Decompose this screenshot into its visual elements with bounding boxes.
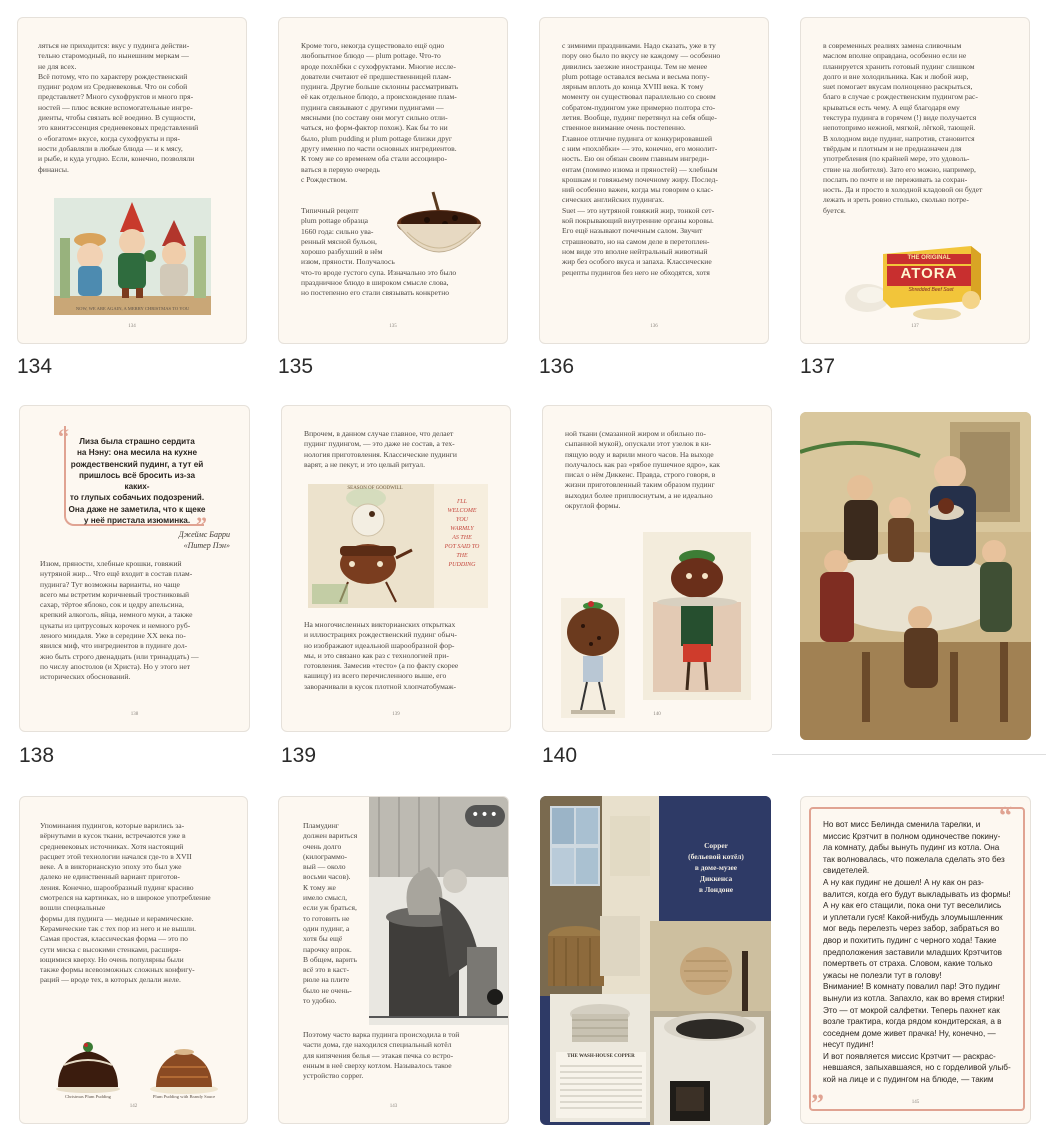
- page-thumbnail-138[interactable]: [19, 405, 250, 732]
- folio: 143: [389, 1104, 398, 1109]
- folio: 145: [911, 1100, 920, 1105]
- page-thumbnail-142[interactable]: [19, 796, 248, 1124]
- box-brand-top: THE ORIGINAL: [907, 255, 951, 261]
- page-text: ляться не приходится: вкус у пудинга действи- тельно старомодный, по нынешним меркам — не для всех. Всё потому, что по характеру рождественский пудинг родом из Средневековья. Что он собой представляет? Много сухофруктов и много пря- ностей — плюс всякие вспомогательные ингре- диенты, чтобы связать всё воедино. В сущности, это квинтэссенция средневековых представлений о «богатом» вкусе, когда сухофрукты и пря- ности добавляли в любые блюда — и к мясу, и рыбе, и куда угодно. Если, конечно, позволяли финансы.: [38, 41, 199, 174]
- mould-label-left: Christmas Plum Pudding: [65, 1094, 111, 1099]
- page-text-continued: Типичный рецепт plum pottage образца 1660 года: сильно ува- ренный мясной бульон, хорошо разбухший в нём изюм, пряности. Получалось что-то вроде густого супа. Изначально это было праздничное блюдо в широком смысле слова, но постепенно его стали связывать конкретно: [301, 206, 457, 298]
- page-number-label: 135: [278, 355, 314, 378]
- mould-label-right: Plum Pudding with Brandy Sauce: [152, 1094, 216, 1099]
- box-sub: Shredded Beef Suet: [908, 287, 954, 293]
- page-text: с зимними праздниками. Надо сказать, уже в ту пору оно было по вкусу не каждому — особенно дивились заезжие иностранцы. Тем не менее plum pottage оставался весьма и весьма попу- лярным вплоть до конца XVIII века. К тому моменту он существовал параллельно со своим собратом-пудингом уже примерно полтора сто- летия. Вообще, пудинг перетянул на себя обще- ственное внимание очень постепенно. Главное отличие пудинга от конкурировавшей с ним «похлёбки» — это, конечно, его монолит- ность. Ею он обязан своим главным ингреди- ентам (помимо изюма и пряностей) — хлебным крошкам и говяжьему почечному жиру. Послед- ний особенно важен, когда мы говорим о клас- сических английских пудингах. Suet — это нутряной говяжий жир, тонкой сет- кой покрывающий внутренние органы коровы. Его ещё называют почечным салом. Звучит страшновато, но на самом деле в перетоплен- ном виде это вполне нейтральный животный жир без особого вкуса и запаха. Классические рецепты пудингов без него не обходятся, хотя: [562, 41, 721, 277]
- page-text: Пламудинг должен вариться очень долго (килограммо- вый — около восьми часов). К тому же имело смысл, если уж браться, то готовить не один пудинг, а хотя бы ещё парочку впрок. В общем, варить всё это в каст- рюле на плите было не очень- то удобно.: [303, 821, 358, 1006]
- page-text-continued: На многочисленных викторианских открытках и иллюстрациях рождественский пудинг обыч- но изображают идеальной шарообразной фор- мы, и это связано как раз с технологией при- готовления. Замесив «тесто» (а по факту скорее кашицу) из всего перечисленного выше, его заворачивали в кусок плотной хлопчатобумаж-: [304, 620, 459, 691]
- quote-open-icon: “: [58, 424, 69, 449]
- victorian-pot-pudding-card: [308, 484, 488, 608]
- page-text: в современных реалиях замена сливочным маслом вполне оправдана, особенно если не планируется хранить готовый пудинг слишком долго и вне холодильника. Как и любой жир, suet помогает вкусам полноценно раскрыться, благо в случае с рождественским пудингом рас- крываться есть чему. А ещё благодаря ему текстура пудинга в горячем (!) виде получается непотопримо нежной, мягкой, лёгкой, тающей. В холодном виде пудинг, напротив, становится твёрдым и плотным и не предназначен для употребления (по крайней мере, это удоволь- ствие на любителя). Зато его можно, например, послать по почте и не переживать за сохран- ность. Да и просто в холодной кладовой он будет лежать и зреть ровно столько, сколько потре- буется.: [823, 41, 983, 215]
- page-thumbnail-135[interactable]: [278, 17, 508, 344]
- sign-title: THE WASH-HOUSE COPPER: [567, 1054, 635, 1059]
- page-text-continued: Поэтому часто варка пудинга происходила в той части дома, где находился специальный котёл для кипячения белья — этакая печка со встро- енным в неё сверху котлом. Называлось такое устройство copper.: [303, 1030, 460, 1081]
- page-thumbnail-141[interactable]: [800, 412, 1031, 740]
- card-greeting: I'LL WELCOME YOU WARMLY AS THE POT SAID TO THE PUDDING: [444, 499, 480, 568]
- quote-attribution: Джеймс Барри «Питер Пэн»: [178, 530, 230, 550]
- more-options-button[interactable]: •••: [465, 805, 505, 827]
- quote-close-icon: ”: [196, 512, 207, 537]
- page-number-label: 140: [542, 744, 578, 767]
- victorian-washhouse-engraving: [369, 797, 509, 1025]
- folio: 134: [128, 324, 136, 329]
- page-number-label: 134: [17, 355, 53, 378]
- atora-suet-box-image: [845, 240, 985, 322]
- page-thumbnail-144[interactable]: [540, 796, 771, 1125]
- folio: 140: [653, 712, 661, 717]
- epigraph-quote: Лиза была страшно сердита на Нэну: она месила на кухне рождественский пудинг, а тут ей пришлось всё бросить из-за каких- то глупых собачьих подозрений. Она даже не заметила, что к щеке у неё пристала изюминка.: [68, 437, 206, 526]
- dickens-excerpt: Но вот мисс Белинда сменила тарелки, и миссис Крэтчит в полном одиночестве покину- ла комнату, дабы вынуть пудинг из котла. Она так волновалась, что пожелала сделать это без свидетелей. А ну как пудинг не дошел! А ну как он раз- валится, когда его будут выкладывать из формы! А ну как его стащили, пока они тут веселились и уплетали гуся! Какой-нибудь злоумышленник мог ведь перелезть через забор, забраться во двор и похитить пудинг с черного хода! Такие предположения заставили младших Крэтчитов помертветь от страха. Словом, какие только ужасы не полезли тут в голову! Внимание! В комнату повалил пар! Это пудинг вынули из котла. Запахло, как во время стирки! Это — от мокрой салфетки. Теперь пахнет как возле трактира, когда рядом кондитерская, а в соседнем доме живет прачка! Ну, конечно, — несут пудинг! И вот появляется миссис Крэтчит — раскрас- невшаяся, запыхавшаяся, но с горделивой улыб- кой на лице и с пудингом на блюде, — таким: [823, 820, 1011, 1085]
- page-thumbnail-143[interactable]: [278, 796, 509, 1124]
- pudding-moulds-illustration: [44, 1037, 230, 1101]
- copper-boiler-photo: [650, 921, 771, 1125]
- page-text: ной ткани (смазанной жиром и обильно по- сыпанной мукой), опускали этот узелок в ки- пящую воду и варили много часов. На выходе получалось как раз «рябое пушечное ядро», как писал о нём Диккенс. Правда, строго говоря, в жизни приготовленный таким образом пудинг выходил более приплюснутым, а не идеально округлой формы.: [565, 429, 720, 511]
- wash-house-sign-photo: [550, 994, 652, 1122]
- folio: 137: [911, 324, 919, 329]
- box-brand: ATORA: [900, 265, 958, 282]
- page-thumbnail-134[interactable]: [17, 17, 247, 344]
- page-thumbnail-145[interactable]: [800, 796, 1031, 1124]
- page-number-label: 139: [281, 744, 317, 767]
- christmas-elves-illustration: [54, 198, 211, 315]
- page-text: Кроме того, некогда существовало ещё одно любопытное блюдо — plum pottage. Что-то вроде похлёбки с сухофруктами. Многие иссле- дователи считают её предшественницей плам- пудинга. Другие больше склонны рассматривать её как отдельное блюдо, а происхождение плам- пудинга связывают с другими пудингами — мясными (по составу они могут сильно отли- чаться, но форм-фактор похож). Как бы то ни было, plum pudding и plum pottage близки друг другу именно по части основных ингредиентов. К тому же со временем оба стали ассоцииро- ваться в первую очередь с Рождеством.: [301, 41, 459, 184]
- photo-caption: Copper (бельевой котёл) в доме-музее Диккенса в Лондоне: [688, 841, 744, 894]
- page-thumbnail-140[interactable]: [542, 405, 772, 732]
- folio: 142: [129, 1104, 138, 1109]
- page-thumbnail-139[interactable]: [281, 405, 511, 732]
- folio: 138: [130, 712, 139, 717]
- page-text: Упоминания пудингов, которые варились за- вёрнутыми в кусок ткани, встречаются уже в средневековых источниках. Хотя настоящий расцвет этой технологии начался где-то в XVII веке. А в викторианскую эпоху это был уже далеко не единственный вариант приготов- ления. Конечно, шарообразный пудинг красиво смотрелся на картинках, но в широкое употребление вошли специальные формы для пудинга — медные и керамические. Керамические так с тех пор из него и не вышли. Самая простая, классическая форма — это по сути миска с высокими стенками, расширя- ющимися кверху. Но очень популярны были также формы всевозможных сложных конфигу- раций — вроде тех, в которых делали желе.: [40, 821, 211, 985]
- plum-pottage-bowl-image: [393, 190, 485, 266]
- folio: 135: [389, 324, 397, 329]
- page-number-label: 137: [800, 355, 836, 378]
- page-number-label: 136: [539, 355, 575, 378]
- pudding-figure-illustration-left: [561, 598, 625, 718]
- page-number-label: 138: [19, 744, 55, 767]
- cratchit-family-painting: [800, 412, 1031, 740]
- folio: 136: [650, 324, 658, 329]
- folio: 139: [392, 712, 400, 717]
- page-thumbnail-136[interactable]: [539, 17, 769, 344]
- pudding-waiter-illustration-right: [643, 532, 751, 700]
- row-divider: [772, 754, 1046, 755]
- quote-open-icon: “: [999, 801, 1012, 830]
- quote-close-icon: ”: [811, 1089, 824, 1118]
- page-text: Впрочем, в данном случае главное, что делает пудинг пудингом, — это даже не состав, а тех- нология приготовления. Классические пудинги варят, а не пекут, и это целый ритуал.: [304, 429, 457, 469]
- page-text: Изюм, пряности, хлебные крошки, говяжий нутряной жир... Что ещё входит в состав плам- пудинга? Тут возможны варианты, но чаще всего мы встретим коричневый тростниковый сахар, тёртое яблоко, сок и цедру апельсина, крепкий алкоголь, яйца, немного муки, а также цукаты из цитрусовых корочек и немного руб- леного миндаля. Уже в середине XX века по- явился миф, что ингредиентов в пудинге дол- жно быть строго двенадцать (или тринадцать) — по числу апостолов (и Христа). Но у этого нет исторических обоснований.: [40, 559, 199, 682]
- washhouse-interior-photo: [540, 796, 659, 996]
- illustration-caption: NOW, WE ARE AGAIN, A MERRY CHRISTMAS TO YOU: [75, 306, 190, 311]
- page-thumbnail-137[interactable]: [800, 17, 1030, 344]
- card-header: SEASON OF GOODWILL: [347, 486, 403, 491]
